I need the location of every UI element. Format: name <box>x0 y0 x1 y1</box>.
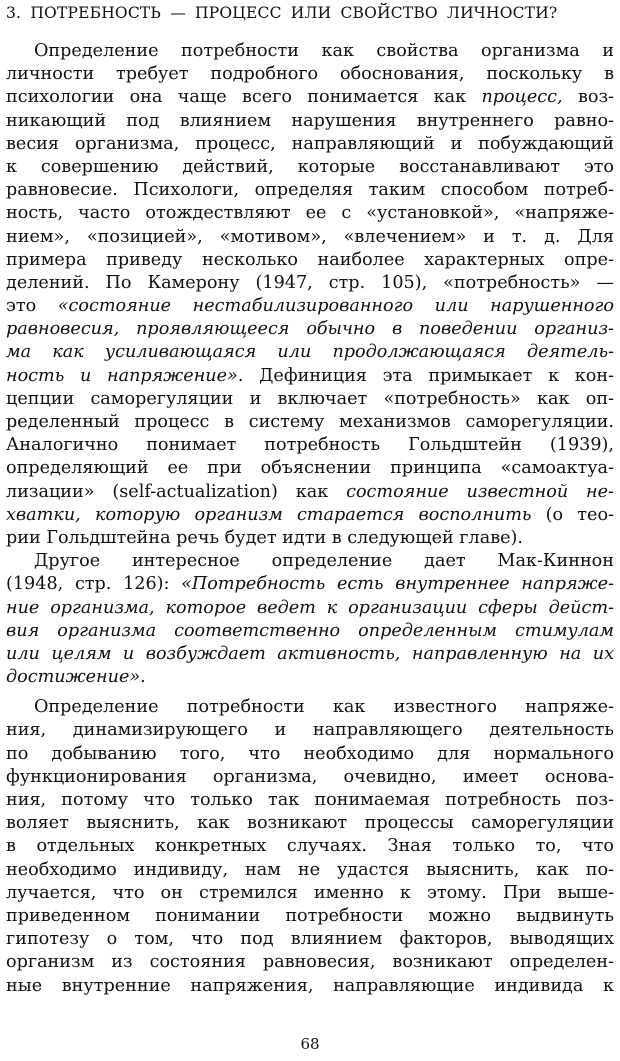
text-line: приведенном понимании потребности можно выдвинуть <box>6 905 614 926</box>
text-line: равновесие. Психологи, определяя таким способом потреб- <box>6 180 614 201</box>
italic-fragment: процесс, <box>481 87 563 108</box>
italic-fragment: «Потребность есть внутреннее напряже- <box>181 574 614 595</box>
italic-fragment: достижение». <box>6 667 146 688</box>
text-line: весия организма, процесс, направляющий и побуждающий <box>6 133 614 154</box>
italic-fragment: ность и напряжение». <box>6 365 244 386</box>
text-line: лизации» (self-actualization) как состояние известной не- <box>6 481 614 502</box>
italic-fragment: вия организма соответственно определенным стимулам <box>6 620 614 641</box>
text-line: в отдельных конкретных случаях. Зная только то, что <box>6 836 614 857</box>
text-line: ределенный процесс в систему механизмов саморегуляции. <box>6 412 614 432</box>
text-line: делений. По Камерону (1947, стр. 105), «потребность» — <box>6 272 614 293</box>
text-line: нием», «позицией», «мотивом», «влечением» и т. д. Для <box>6 226 614 247</box>
text-line: никающий под влиянием нарушения внутреннего равно- <box>6 110 614 131</box>
text-line: психологии она чаще всего понимается как процесс, воз- <box>6 87 614 108</box>
text-line: по добыванию того, что необходимо для нормального <box>6 743 614 764</box>
text-line: ность, часто отождествляют ее с «установкой», «напряже- <box>6 203 614 224</box>
text-line: это «состояние нестабилизированного или нарушенного <box>6 296 614 317</box>
text-line: хватки, которую организм старается восполнить (о тео- <box>6 504 614 525</box>
text-line: Другое интересное определение дает Мак-Киннон <box>34 551 614 572</box>
text-line: рии Гольдштейна речь будет идти в следующей главе). <box>6 527 523 548</box>
italic-fragment: ма как усиливающаяся или продолжающаяся деятель- <box>6 342 614 363</box>
text-line <box>6 620 614 643</box>
text-line <box>6 341 614 364</box>
section-heading: 3. ПОТРЕБНОСТЬ — ПРОЦЕСС ИЛИ СВОЙСТВО ЛИЧНОСТИ? <box>6 4 558 22</box>
text-line: примера приведу несколько наиболее характерных опре- <box>6 249 614 270</box>
text-line: гипотезу о том, что под влиянием факторов, выводящих <box>6 929 614 950</box>
text-line: Определение потребности как свойства организма и <box>34 41 614 61</box>
text-line: ные внутренние напряжения, направляющие индивида к <box>6 975 614 996</box>
text-line: функционирования организма, очевидно, имеет основа- <box>6 766 614 787</box>
italic-fragment: хватки, которую организм старается восполнить <box>6 504 532 525</box>
text-line: ния, динамизирующего и направляющего деятельность <box>6 720 614 741</box>
text-line: Аналогично понимает потребность Гольдштейн (1939), <box>6 435 614 456</box>
book-page <box>6 0 614 1061</box>
text-line <box>6 597 614 620</box>
text-line: к совершению действий, которые восстанавливают это <box>6 156 614 177</box>
text-line: (1948, стр. 126): «Потребность есть внутреннее напряже- <box>6 574 614 595</box>
text-line: лучается, что он стремился именно к этому. При выше- <box>6 882 614 903</box>
page-number: 68 <box>300 1035 320 1053</box>
italic-fragment: или целям и возбуждает активность, направленную на их <box>6 643 614 664</box>
text-line: определяющий ее при объяснении принципа «самоактуа- <box>6 458 614 479</box>
text-line: личности требует подробного обоснования, поскольку в <box>6 64 614 85</box>
italic-fragment: состояние известной не- <box>346 481 614 502</box>
italic-fragment: равновесия, проявляющееся обычно в поведении организ- <box>6 319 614 340</box>
text-line <box>6 318 614 341</box>
italic-fragment: «состояние нестабилизированного или нарушенного <box>57 296 614 317</box>
body-text <box>6 40 614 998</box>
text-line <box>6 666 614 689</box>
text-line: цепции саморегуляции и включает «потребность» как оп- <box>6 388 614 409</box>
text-line <box>6 643 614 666</box>
text-line: ность и напряжение». Дефиниция эта примыкает к кон- <box>6 365 615 386</box>
text-line: Определение потребности как известного напряже- <box>34 697 614 718</box>
text-line: ния, потому что только так понимаемая потребность поз- <box>6 790 614 810</box>
text-line: необходимо индивиду, нам не удастся выяснить, как по- <box>6 859 614 880</box>
italic-fragment: ние организма, которое ведет к организации сферы дейст- <box>6 597 614 618</box>
text-line: организм из состояния равновесия, возникают определен- <box>6 952 614 973</box>
text-line: воляет выяснить, как возникают процессы саморегуляции <box>6 813 614 834</box>
